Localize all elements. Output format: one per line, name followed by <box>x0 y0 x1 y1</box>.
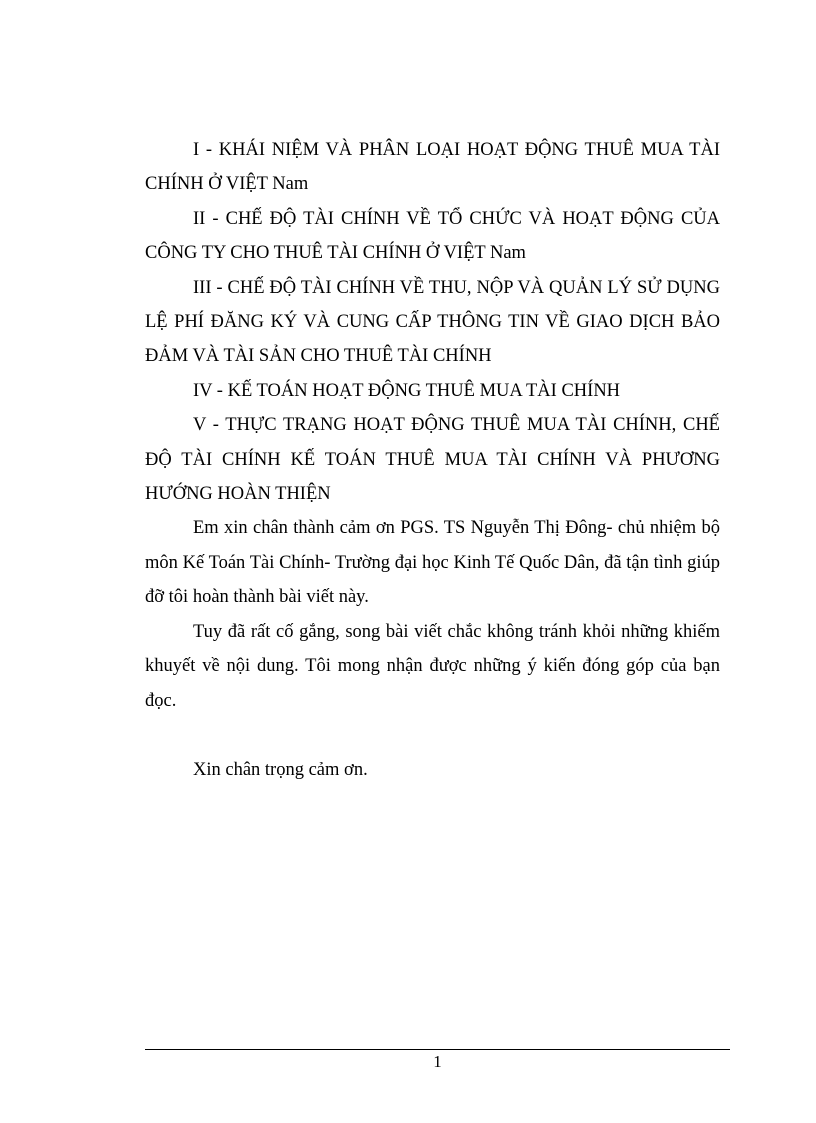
section-heading-iv: IV - KẾ TOÁN HOẠT ĐỘNG THUÊ MUA TÀI CHÍNH <box>193 380 621 401</box>
page-number: 1 <box>433 1052 442 1071</box>
apology-paragraph: Tuy đã rất cố gắng, song bài viết chắc không tránh khỏi những khiếm khuyết về nội dung. Tôi mong nhận được những ý kiến đóng góp của bạn đọc. <box>145 621 720 711</box>
section-heading-iii: III - CHẾ ĐỘ TÀI CHÍNH VỀ THU, NỘP VÀ QUẢN LÝ SỬ DỤNG LỆ PHÍ ĐĂNG KÝ VÀ CUNG CẤP THÔNG TIN VỀ GIAO DỊCH BẢO ĐẢM VÀ TÀI SẢN CHO THUÊ TÀI CHÍNH <box>145 277 720 367</box>
closing-line: Xin chân trọng cảm ơn. <box>193 760 368 780</box>
section-heading-i: I - KHÁI NIỆM VÀ PHÂN LOẠI HOẠT ĐỘNG THUÊ MUA TÀI CHÍNH Ở VIỆT Nam <box>145 140 720 195</box>
section-heading-ii: II - CHẾ ĐỘ TÀI CHÍNH VỀ TỔ CHỨC VÀ HOẠT ĐỘNG CỦA CÔNG TY CHO THUÊ TÀI CHÍNH Ở VIỆT Nam <box>145 208 720 264</box>
acknowledgement-paragraph: Em xin chân thành cảm ơn PGS. TS Nguyễn Thị Đông- chủ nhiệm bộ môn Kế Toán Tài Chính- Trường đại học Kinh Tế Quốc Dân, đã tận tình giúp đỡ tôi hoàn thành bài viết này. <box>145 518 720 608</box>
body-text <box>145 133 720 718</box>
section-heading-v: V - THỰC TRẠNG HOẠT ĐỘNG THUÊ MUA TÀI CHÍNH, CHẾ ĐỘ TÀI CHÍNH KẾ TOÁN THUÊ MUA TÀI CHÍNH VÀ PHƯƠNG HƯỚNG HOÀN THIỆN <box>145 415 720 505</box>
footer-divider <box>145 1049 730 1050</box>
